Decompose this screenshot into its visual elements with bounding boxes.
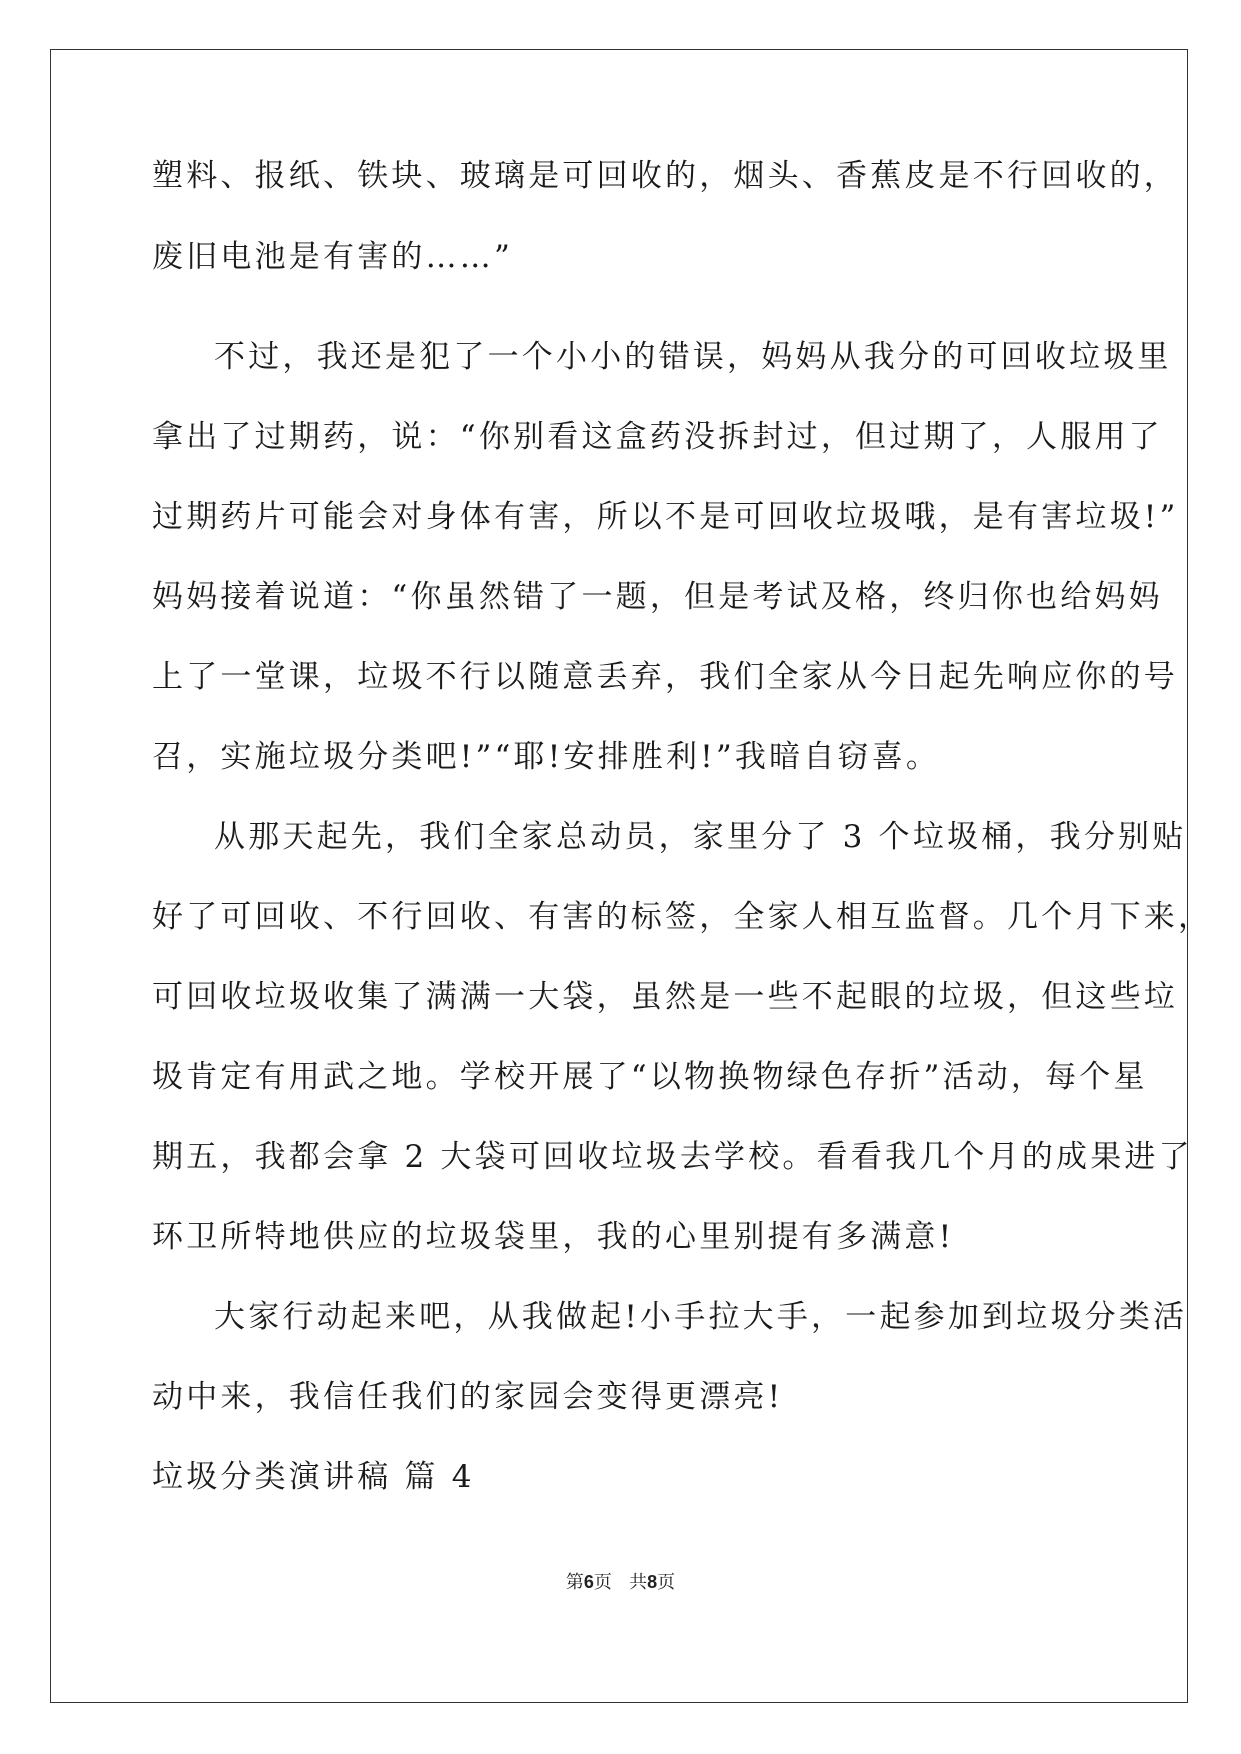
section-heading: 垃圾分类演讲稿 篇 4 [152, 1459, 475, 1495]
footer-total-pages: 8 [647, 1572, 658, 1592]
page-border [50, 49, 1188, 1703]
text-line: 拿出了过期药，说：“你别看这盒药没拆封过，但过期了，人服用了 [152, 419, 1163, 455]
paragraph-start-line: 不过，我还是犯了一个小小的错误，妈妈从我分的可回收垃圾里 [214, 339, 1172, 375]
text-line: 过期药片可能会对身体有害，所以不是可回收垃圾哦，是有害垃圾!” [152, 499, 1179, 535]
footer-page-prefix: 第 [565, 1572, 584, 1593]
text-line: 好了可回收、不行回收、有害的标签，全家人相互监督。几个月下来， [152, 899, 1213, 935]
footer-page-suffix: 页 [657, 1572, 676, 1593]
text-line: 塑料、报纸、铁块、玻璃是可回收的，烟头、香蕉皮是不行回收的， [152, 158, 1178, 194]
page-footer [0, 1568, 1241, 1594]
text-line: 动中来，我信任我们的家园会变得更漂亮! [152, 1379, 784, 1415]
paragraph-start-line: 从那天起先，我们全家总动员，家里分了 3 个垃圾桶，我分别贴 [214, 819, 1187, 855]
text-line: 召，实施垃圾分类吧!”“耶!安排胜利!”我暗自窃喜。 [152, 739, 941, 775]
text-line: 环卫所特地供应的垃圾袋里，我的心里别提有多满意! [152, 1219, 955, 1255]
footer-current-page: 6 [583, 1572, 594, 1592]
paragraph-start-line: 大家行动起来吧，从我做起!小手拉大手，一起参加到垃圾分类活 [214, 1299, 1188, 1335]
text-line: 可回收垃圾收集了满满一大袋，虽然是一些不起眼的垃圾，但这些垃 [152, 979, 1178, 1015]
text-line: 期五，我都会拿 2 大袋可回收垃圾去学校。看看我几个月的成果进了 [152, 1139, 1193, 1175]
text-line: 上了一堂课，垃圾不行以随意丢弃，我们全家从今日起先响应你的号 [152, 659, 1178, 695]
text-line: 废旧电池是有害的……” [152, 239, 514, 275]
footer-page-middle: 页 共 [593, 1572, 648, 1593]
text-line: 妈妈接着说道：“你虽然错了一题，但是考试及格，终归你也给妈妈 [152, 579, 1163, 615]
text-line: 圾肯定有用武之地。学校开展了“以物换物绿色存折”活动，每个星 [152, 1059, 1148, 1095]
